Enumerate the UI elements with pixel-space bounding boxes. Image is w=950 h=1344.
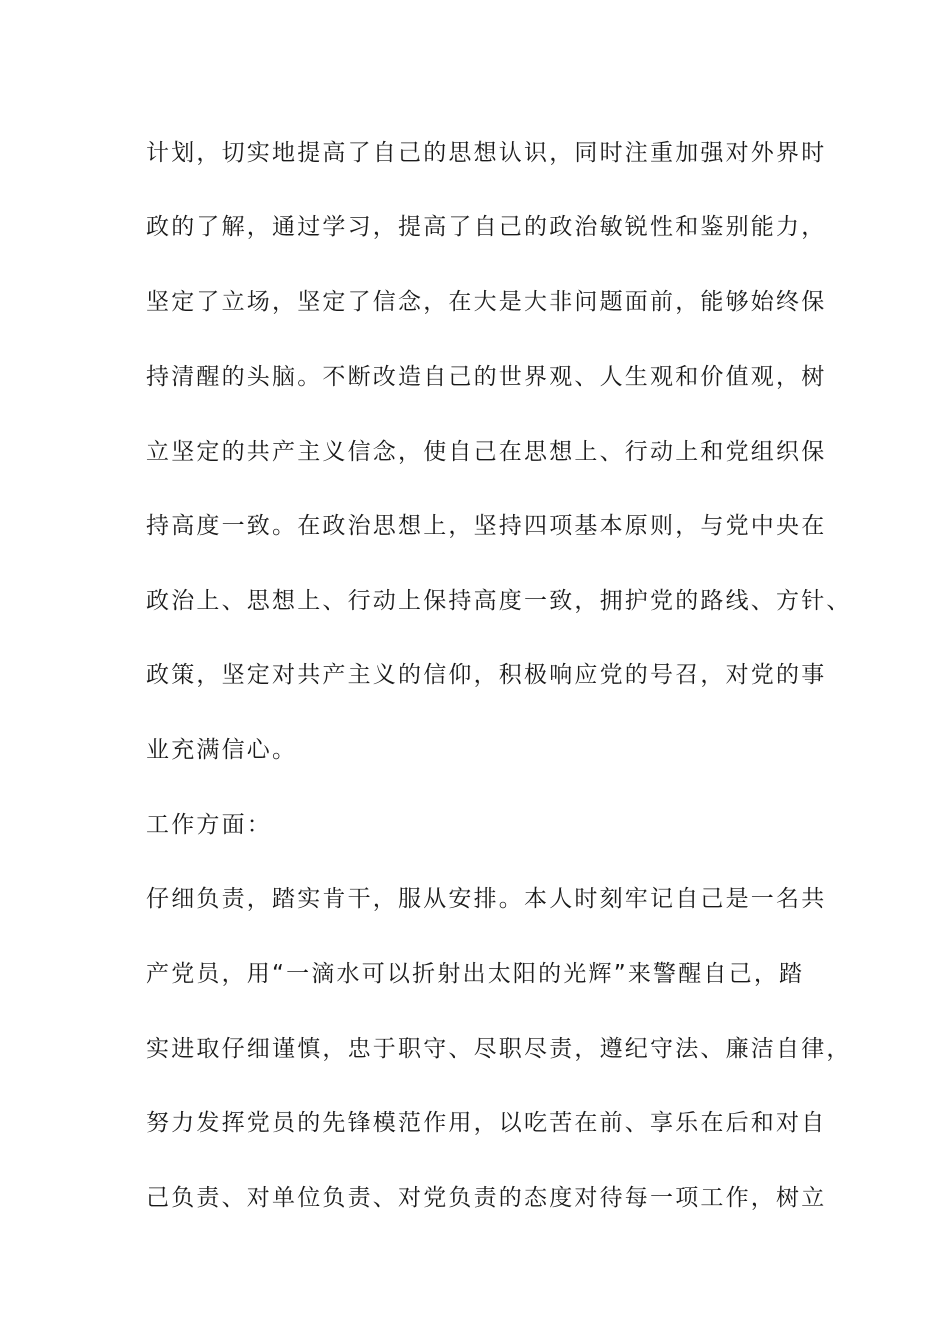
text-line: 产党员，用“一滴水可以折射出太阳的光辉”来警醒自己，踏: [146, 961, 805, 987]
text-line: 仔细负责，踏实肯干，服从安排。本人时刻牢记自己是一名共: [146, 886, 827, 912]
text-line: 计划，切实地提高了自己的思想认识，同时注重加强对外界时: [146, 140, 827, 166]
text-line: 持清醒的头脑。不断改造自己的世界观、人生观和价值观，树: [146, 364, 827, 390]
text-line: 持高度一致。在政治思想上，坚持四项基本原则，与党中央在: [146, 513, 827, 539]
text-line: 业充满信心。: [146, 737, 298, 763]
text-line: 实进取仔细谨慎，忠于职守、尽职尽责，遵纪守法、廉洁自律，: [146, 1036, 852, 1062]
text-line: 坚定了立场，坚定了信念，在大是大非问题面前，能够始终保: [146, 289, 827, 315]
section-heading: 工作方面：: [146, 812, 272, 838]
text-line: 政策，坚定对共产主义的信仰，积极响应党的号召，对党的事: [146, 662, 827, 688]
text-line: 政治上、思想上、行动上保持高度一致，拥护党的路线、方针、: [146, 588, 852, 614]
text-line: 政的了解，通过学习，提高了自己的政治敏锐性和鉴别能力，: [146, 214, 827, 240]
text-line: 立坚定的共产主义信念，使自己在思想上、行动上和党组织保: [146, 439, 827, 465]
text-line: 努力发挥党员的先锋模范作用，以吃苦在前、享乐在后和对自: [146, 1110, 827, 1136]
text-line: 己负责、对单位负责、对党负责的态度对待每一项工作，树立: [146, 1185, 827, 1211]
